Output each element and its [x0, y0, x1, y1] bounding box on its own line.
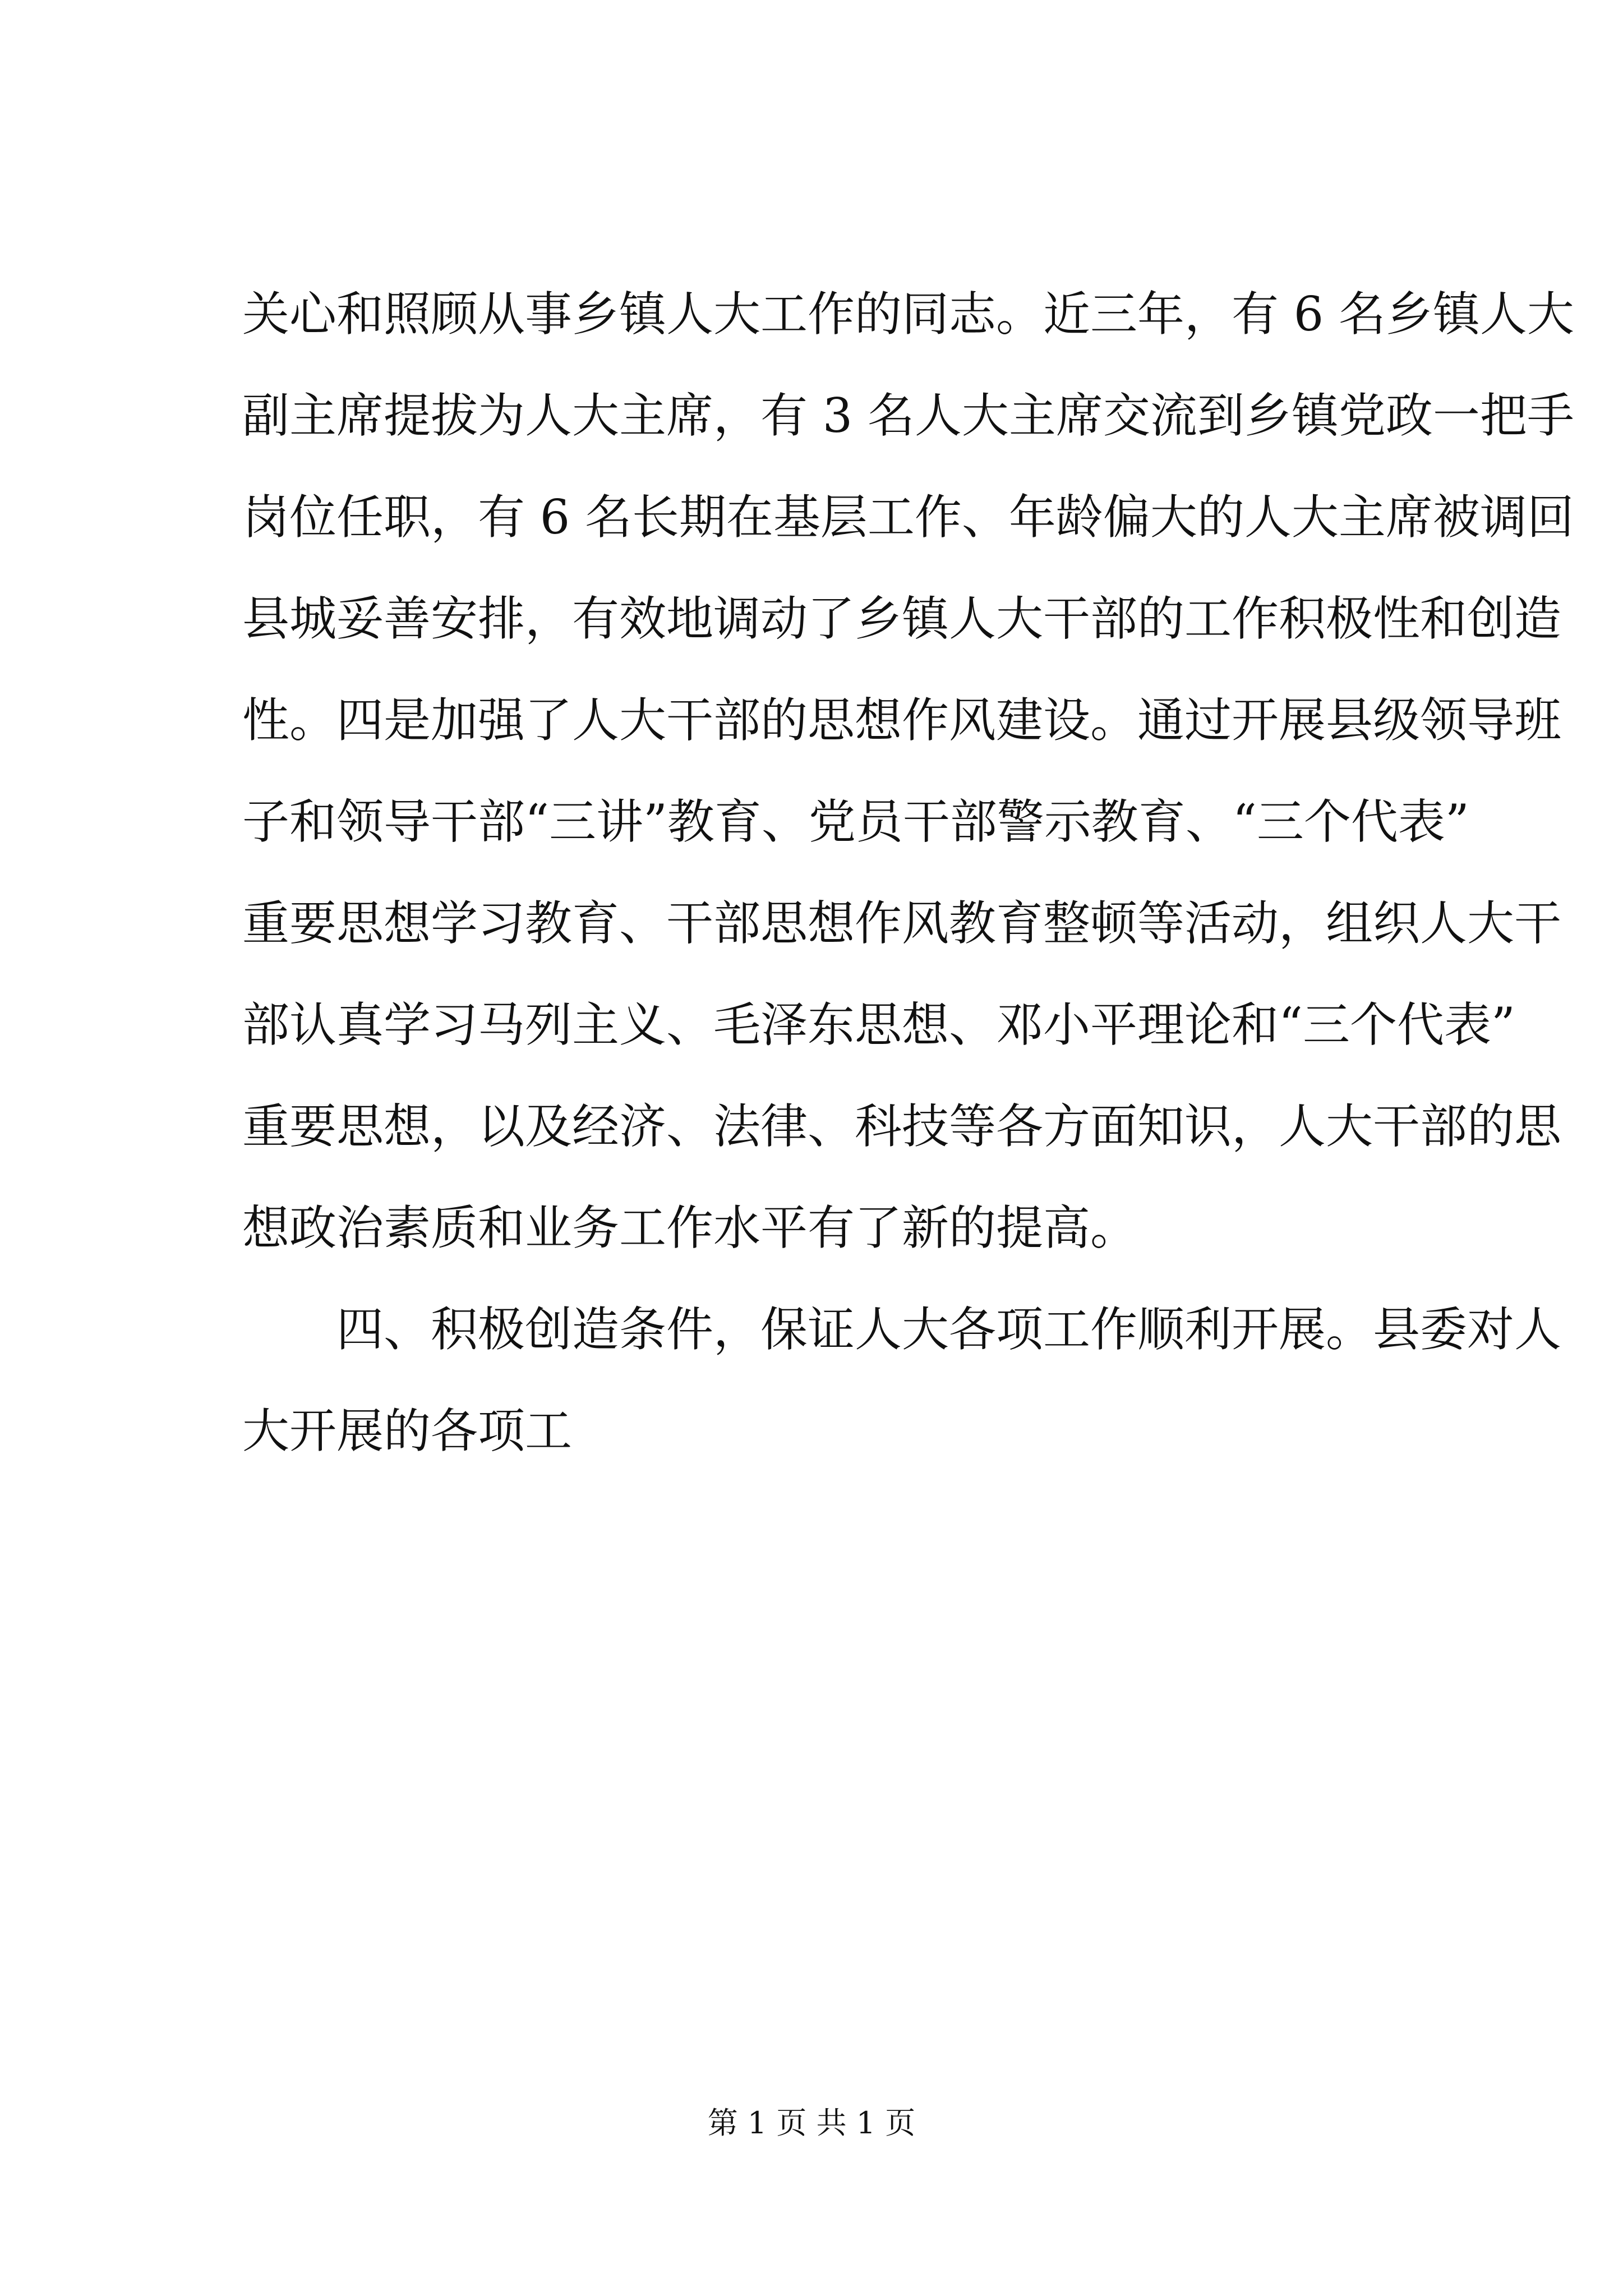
text-line: 部认真学习马列主义、毛泽东思想、邓小平理论和“三个代表” [242, 997, 1515, 1052]
body-text [242, 264, 1574, 1482]
text-line: 副主席提拔为人大主席，有 3 名人大主席交流到乡镇党政一把手 [242, 388, 1574, 443]
page-footer: 第 1 页 共 1 页 [707, 2105, 916, 2141]
text-line: 关心和照顾从事乡镇人大工作的同志。近三年，有 6 名乡镇人大 [242, 287, 1574, 342]
text-line: 重要思想，以及经济、法律、科技等各方面知识，人大干部的思 [242, 1099, 1562, 1154]
text-line: 大开展的各项工 [242, 1404, 573, 1458]
text-line: 重要思想学习教育、干部思想作风教育整顿等活动，组织人大干 [242, 896, 1562, 951]
text-line: 想政治素质和业务工作水平有了新的提高。 [242, 1200, 1138, 1255]
text-line: 性。四是加强了人大干部的思想作风建设。通过开展县级领导班 [242, 693, 1562, 748]
text-line: 县城妥善安排，有效地调动了乡镇人大干部的工作积极性和创造 [242, 591, 1562, 646]
text-line: 子和领导干部“三讲”教育、党员干部警示教育、“三个代表” [242, 794, 1469, 849]
text-line: 岗位任职，有 6 名长期在基层工作、年龄偏大的人大主席被调回 [242, 490, 1574, 545]
text-line: 四、积极创造条件，保证人大各项工作顺利开展。县委对人 [242, 1302, 1562, 1357]
